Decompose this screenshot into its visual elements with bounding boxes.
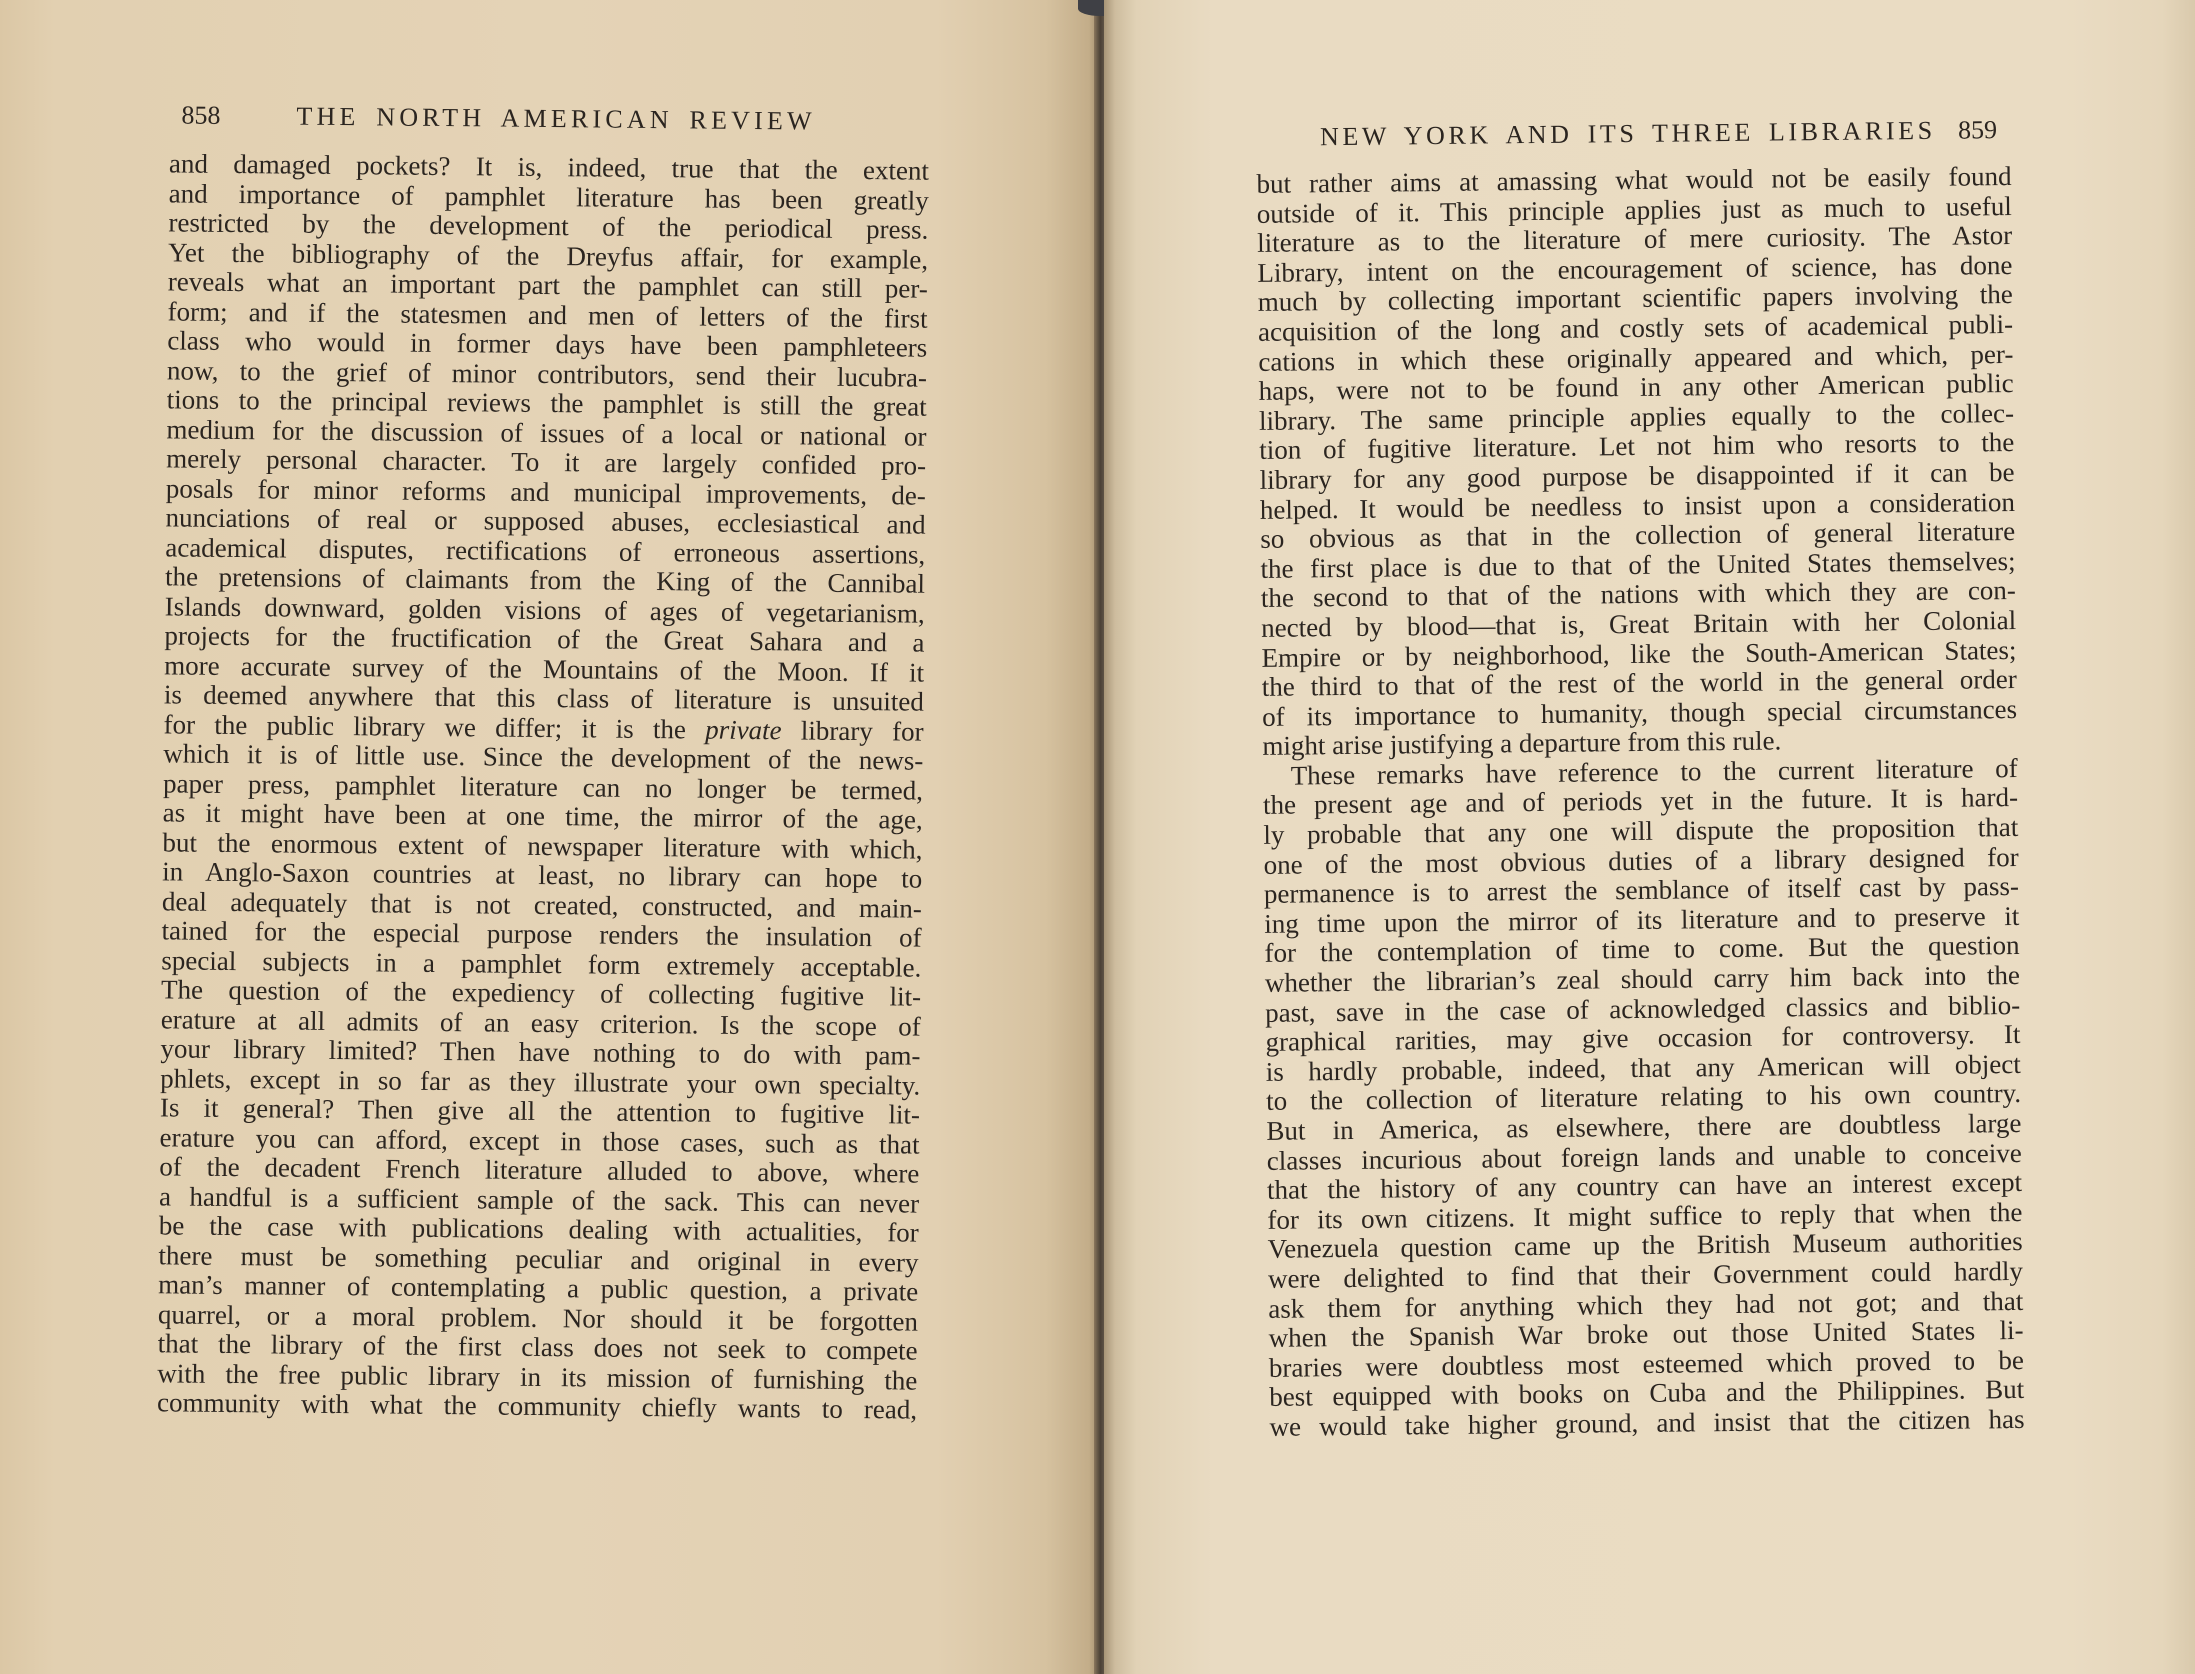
right-text-line: to the collection of literature relating to his own country. bbox=[1265, 1078, 2022, 1117]
left-text-line: community with what the community chiefly wants to read, bbox=[156, 1387, 918, 1425]
right-text-line: were delighted to find that their Government could hardly bbox=[1267, 1255, 2024, 1294]
right-text-line: the second to that of the nations with which they are con- bbox=[1260, 575, 2016, 614]
right-text-line: literature as to the literature of mere curiosity. The Astor bbox=[1256, 220, 2013, 259]
right-page-content bbox=[1104, 0, 2195, 1674]
left-text-line: Yet the bibliography of the Dreyfus affair, for example, bbox=[168, 236, 929, 275]
left-text-line: special subjects in a pamphlet form extremely acceptable. bbox=[161, 944, 922, 983]
right-page-number: 859 bbox=[1957, 115, 1998, 145]
left-text-line: more accurate survey of the Mountains of the Moon. If it bbox=[164, 649, 925, 688]
line-segment: for the public library we differ; it is the bbox=[163, 708, 706, 745]
left-running-head bbox=[6, 99, 906, 138]
right-text-line: classes incurious about foreign lands and unable to conceive bbox=[1266, 1137, 2022, 1176]
right-text-line: library. The same principle applies equally to the collec- bbox=[1258, 397, 2015, 436]
right-text-line: ly probable that any one will dispute the proposition that bbox=[1263, 812, 2019, 850]
right-text-line: that the history of any country can have an interest except bbox=[1266, 1167, 2023, 1206]
left-text-line: medium for the discussion of issues of a local or national or bbox=[166, 413, 927, 452]
right-text-line: helped. It would be needless to insist upon a consideration bbox=[1259, 486, 2016, 525]
left-text-line: that the library of the first class does not seek to compete bbox=[157, 1328, 918, 1366]
left-text-line: Is it general? Then give all the attention to fugitive lit- bbox=[159, 1092, 921, 1130]
right-text-line: nected by blood—that is, Great Britain with her Colonial bbox=[1261, 604, 2017, 643]
left-text-line: form; and if the statesmen and men of letters of the first bbox=[167, 295, 928, 334]
right-text-line: much by collecting important scientific papers involving the bbox=[1257, 279, 2013, 318]
left-text-line: erature you can afford, except in those cases, such as that bbox=[159, 1121, 920, 1160]
left-text-line: your library limited? Then have nothing to do with pam- bbox=[160, 1033, 921, 1071]
left-text-line: with the free public library in its mission of furnishing the bbox=[157, 1357, 918, 1396]
right-paragraph bbox=[1256, 162, 2017, 762]
left-text-line: nunciations of real or supposed abuses, ecclesiastical and bbox=[165, 502, 926, 540]
right-page bbox=[1104, 0, 2195, 1674]
right-page-text bbox=[1256, 162, 2024, 1442]
left-text-line: there must be something peculiar and original in every bbox=[158, 1239, 919, 1278]
right-text-line: so obvious as that in the collection of general literature bbox=[1260, 516, 2016, 555]
right-text-line: of its importance to humanity, though special circumstances bbox=[1261, 693, 2018, 732]
left-text-line: tions to the principal reviews the pamphlet is still the great bbox=[166, 384, 927, 422]
right-text-line: These remarks have reference to the current literature of bbox=[1290, 752, 2018, 791]
right-text-line: outside of it. This principle applies just as much to useful bbox=[1256, 190, 2012, 229]
left-text-line: and damaged pockets? It is, indeed, true that the extent bbox=[168, 148, 930, 186]
left-text-line: but the enormous extent of newspaper literature with which, bbox=[162, 826, 923, 865]
left-text-line: academical disputes, rectifications of erroneous assertions, bbox=[165, 531, 926, 570]
left-text-line: posals for minor reforms and municipal improvements, de- bbox=[165, 472, 926, 511]
line-segment: library for bbox=[781, 714, 924, 747]
right-text-line: the first place is due to that of the United States themselves; bbox=[1260, 545, 2016, 584]
left-text-line: man’s manner of contemplating a public question, a private bbox=[158, 1269, 919, 1307]
right-text-line: the present age and of periods yet in the future. It is hard- bbox=[1262, 782, 2019, 821]
left-text-line: tained for the especial purpose renders the insulation of bbox=[161, 915, 922, 953]
right-text-line: graphical rarities, may give occasion for controversy. It bbox=[1265, 1019, 2021, 1058]
left-text-line: The question of the expediency of collecting fugitive lit- bbox=[160, 974, 922, 1012]
right-paragraph bbox=[1263, 754, 2025, 1443]
left-text-line: merely personal character. To it are largely confided pro- bbox=[166, 443, 927, 481]
left-text-line: in Anglo-Saxon countries at least, no library can hope to bbox=[162, 856, 923, 894]
left-text-line: as it might have been at one time, the mirror of the age, bbox=[162, 797, 923, 835]
italic-word: private bbox=[705, 714, 782, 745]
right-text-line: library for any good purpose be disappointed if it can be bbox=[1259, 456, 2015, 495]
right-text-line: for the contemplation of time to come. But the question bbox=[1264, 930, 2020, 969]
right-text-line: permanence is to arrest the semblance of itself cast by pass- bbox=[1263, 871, 2020, 910]
right-text-line: past, save in the case of acknowledged classics and biblio- bbox=[1265, 989, 2021, 1028]
right-text-line: is hardly probable, indeed, that any American will object bbox=[1265, 1048, 2021, 1087]
right-text-line: But in America, as elsewhere, there are doubtless large bbox=[1266, 1107, 2022, 1146]
right-text-line: whether the librarian’s zeal should carry him back into the bbox=[1264, 960, 2021, 998]
left-text-line: Islands downward, golden visions of ages of vegetarianism, bbox=[164, 590, 925, 629]
right-text-line: best equipped with books on Cuba and the Philippines. But bbox=[1269, 1374, 2025, 1413]
left-text-line: now, to the grief of minor contributors, send their lucubra- bbox=[166, 354, 928, 393]
right-running-head bbox=[1104, 115, 1997, 154]
left-running-title: THE NORTH AMERICAN REVIEW bbox=[296, 101, 816, 136]
right-text-line: Venezuela question came up the British Museum authorities bbox=[1267, 1226, 2023, 1265]
left-text-line: a handful is a sufficient sample of the sack. This can never bbox=[158, 1180, 920, 1219]
left-text-line: reveals what an important part the pamphlet can still per- bbox=[167, 266, 928, 304]
left-text-line: deal adequately that is not created, constructed, and main- bbox=[161, 885, 923, 924]
right-text-line: might arise justifying a departure from this rule. bbox=[1262, 725, 1782, 762]
right-text-line: Empire or by neighborhood, like the South-American States; bbox=[1261, 634, 2017, 673]
right-text-line: braries were doubtless most esteemed which proved to be bbox=[1268, 1344, 2025, 1383]
right-text-line: the third to that of the rest of the world in the general order bbox=[1261, 664, 2017, 702]
right-text-line: we would take higher ground, and insist that the citizen has bbox=[1269, 1403, 2025, 1442]
right-text-line: ing time upon the mirror of its literature and to preserve it bbox=[1264, 900, 2020, 939]
left-page-text bbox=[157, 149, 929, 1425]
right-text-line: ask them for anything which they had not got; and that bbox=[1268, 1285, 2024, 1324]
right-text-line: for its own citizens. It might suffice to reply that when the bbox=[1267, 1196, 2023, 1235]
left-text-line: projects for the fructification of the Great Sahara and a bbox=[164, 620, 925, 658]
left-text-line: the pretensions of claimants from the King of the Cannibal bbox=[164, 561, 926, 599]
left-text-line: which it is of little use. Since the development of the news- bbox=[163, 738, 924, 776]
left-page-number: 858 bbox=[181, 100, 221, 130]
left-paragraph bbox=[157, 149, 929, 1425]
right-text-line: tion of fugitive literature. Let not him who resorts to the bbox=[1259, 427, 2015, 466]
right-text-line: when the Spanish War broke out those United States li- bbox=[1268, 1315, 2024, 1354]
right-text-line: acquisition of the long and costly sets of academical publi- bbox=[1257, 308, 2014, 347]
right-running-title: NEW YORK AND ITS THREE LIBRARIES bbox=[1319, 115, 1936, 152]
right-text-line: cations in which these originally appeared and which, per- bbox=[1258, 338, 2014, 377]
right-text-line: but rather aims at amassing what would not be easily found bbox=[1256, 161, 2012, 199]
right-text-line: Library, intent on the encouragement of science, has done bbox=[1257, 249, 2013, 288]
left-text-line: and importance of pamphlet literature has been greatly bbox=[168, 177, 929, 216]
left-text-line: phlets, except in so far as they illustrate your own specialty. bbox=[160, 1062, 921, 1101]
left-text-line: of the decadent French literature alluded to above, where bbox=[159, 1151, 920, 1189]
right-text-line: haps, were not to be found in any other American public bbox=[1258, 368, 2014, 407]
left-text-line: erature at all admits of an easy criterion. Is the scope of bbox=[160, 1003, 921, 1042]
left-text-line: class who would in former days have been pamphleteers bbox=[167, 325, 928, 363]
right-text-line: one of the most obvious duties of a library designed for bbox=[1263, 841, 2019, 880]
left-text-line: be the case with publications dealing with actualities, for bbox=[158, 1210, 919, 1248]
left-text-line: restricted by the development of the periodical press. bbox=[168, 207, 929, 245]
left-text-line: paper press, pamphlet literature can no longer be termed, bbox=[162, 767, 924, 806]
left-text-line: quarrel, or a moral problem. Nor should it be forgotten bbox=[157, 1298, 919, 1337]
left-text-line: is deemed anywhere that this class of literature is unsuited bbox=[163, 679, 925, 717]
